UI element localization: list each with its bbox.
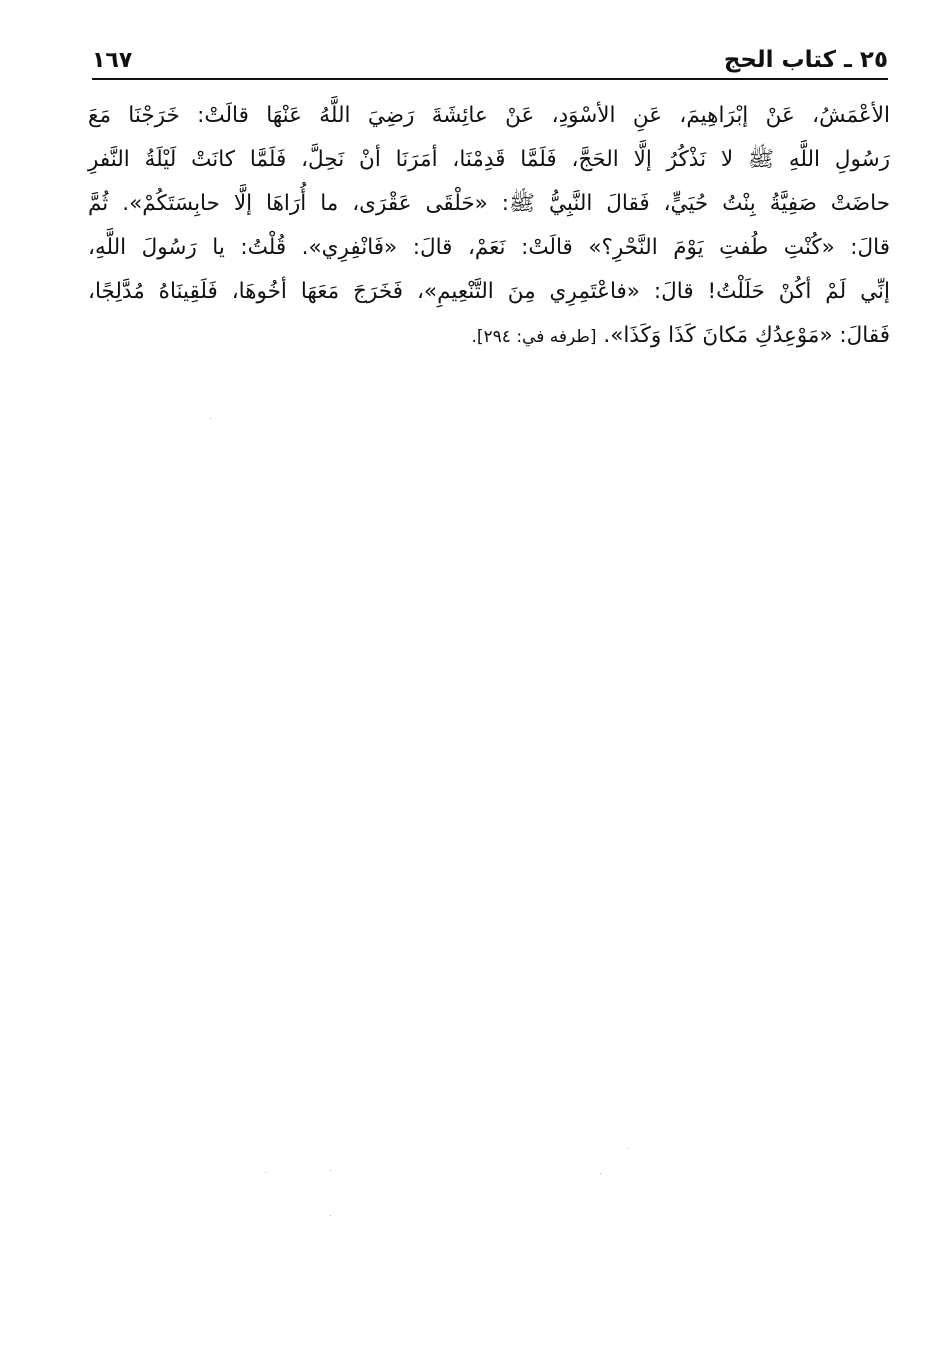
running-header <box>92 28 888 80</box>
text-line: قالَ: «كُنْتِ طُفتِ يَوْمَ النَّحْرِ؟» قالَتْ: نَعَمْ، قالَ: «فَانْفِرِي». قُلْتُ: يا رَسُولَ اللَّهِ، <box>88 235 890 260</box>
text-line: الأعْمَشُ، عَنْ إبْرَاهِيمَ، عَنِ الأسْوَدِ، عَنْ عائِشَةَ رَضِيَ اللَّهُ عَنْهَا قالَتْ: خَرَجْنَا مَعَ <box>88 103 890 128</box>
scan-speck <box>628 1148 629 1149</box>
scan-speck <box>330 1215 331 1216</box>
text-line: إنِّي لَمْ أكُنْ حَلَلْتُ! قالَ: «فاعْتَمِرِي مِنَ التَّنْعِيمِ»، فَخَرَجَ مَعَهَا أخُوهَا، فَلَقِينَاهُ مُدَّلِجًا، <box>88 279 890 304</box>
scan-speck <box>600 1173 601 1174</box>
scan-speck <box>265 1172 266 1173</box>
scan-speck <box>330 1170 331 1171</box>
final-line-text: فَقالَ: «مَوْعِدُكِ مَكانَ كَذَا وَكَذَا». <box>603 323 890 348</box>
text-line: رَسُولِ اللَّهِ ﷺ لا نَذْكُرُ إلَّا الحَجَّ، فَلَمَّا قَدِمْنَا، أمَرَنَا أنْ نَحِلَّ، فَلَمَّا كانَتْ لَيْلَةُ النَّفرِ <box>88 147 890 172</box>
hadith-text <box>88 94 890 358</box>
scan-speck <box>210 418 211 419</box>
chapter-title: ٢٥ ـ كتاب الحج <box>723 47 888 73</box>
text-line: حاضَتْ صَفِيَّةُ بِنْتُ حُيَيٍّ، فَقالَ النَّبِيُّ ﷺ: «حَلْقَى عَقْرَى، ما أُرَاهَا إلَّا حابِسَتَكُمْ». ثُمَّ <box>88 191 890 216</box>
final-text-line <box>88 314 890 358</box>
cross-reference: [طرفه في: ٢٩٤]. <box>471 327 597 347</box>
page-number: ١٦٧ <box>92 48 133 73</box>
